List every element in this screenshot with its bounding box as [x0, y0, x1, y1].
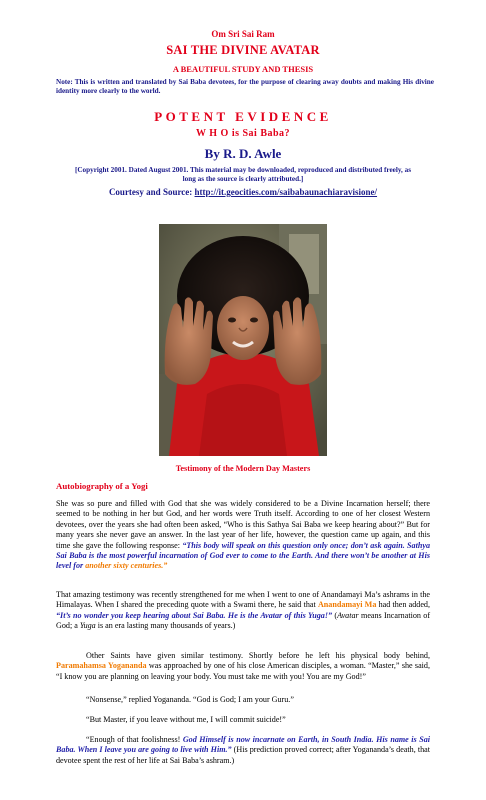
paragraph-3: [56, 651, 430, 682]
paragraph-1: [56, 499, 430, 572]
who-is-sai-baba-heading: W H O is Sai Baba?: [195, 128, 291, 139]
p2-paren: (: [332, 610, 338, 620]
p2-text-c: means Incarnation of God; a: [56, 610, 431, 631]
p2-avatar-term: Avatar: [337, 610, 359, 620]
p3-text-b: was approached by one of his close American disciples, a woman. “Master,” she said, “I know you are planning on leaving your body. You must take me with you! You are my God!”: [56, 661, 430, 681]
om-sri-sai-ram: Om Sri Sai Ram: [211, 29, 275, 39]
p3-text: Other Saints have given similar testimony. Shortly before he left his physical body behind,: [86, 651, 430, 660]
p2-text-d: is an era lasting many thousands of years.): [95, 621, 236, 631]
copyright-notice: [Copyright 2001. Dated August 2001. This material may be downloaded, reproduced and distributed freely, as long as the source is clearly attributed.]: [74, 166, 412, 183]
courtesy-label: Courtesy and Source:: [108, 187, 195, 197]
paragraph-6: [56, 735, 430, 766]
document-subtitle: A BEAUTIFUL STUDY AND THESIS: [172, 64, 314, 74]
p1-highlight: another sixty centuries.”: [85, 561, 168, 571]
p6-text-b: (His prediction proved correct; after Yogananda’s death, that devotee spent the rest of her life at Sai Baba’s ashram.): [56, 745, 430, 765]
p1-text: She was so pure and filled with God that she was widely considered to be a Divine Incarnation herself; there seemed to be nothing in her but God, and her words were Truth itself. According to one of her closest Western devotees, over the years she had often been asked, “Who is this Sathya Sai Baba we keep hearing about?” But for many years she never gave an answer. In the last year of her life, however, the question came up again, and this time she gave the following response:: [56, 499, 430, 550]
p2-name-anandamayi: Anandamayi Ma: [317, 600, 377, 610]
potent-evidence-heading: POTENT EVIDENCE: [154, 109, 332, 124]
p2-quote: “It’s no wonder you keep hearing about Sai Baba. He is the Avatar of this Yuga!”: [56, 610, 333, 620]
document-title: SAI THE DIVINE AVATAR: [166, 43, 320, 57]
section-heading: Autobiography of a Yogi: [56, 481, 148, 491]
source-link[interactable]: http://it.geocities.com/saibabaunachiaravisione/: [194, 187, 378, 197]
courtesy-source: [0, 187, 486, 197]
paragraph-2: [56, 590, 430, 632]
p6-quote: God Himself is now incarnate on Earth, in South India. His name is Sai Baba. When I leave you are going to live with Him.”: [56, 735, 430, 755]
p2-text: That amazing testimony was recently strengthened for me when I went to one of Anandamayi Ma’s ashrams in the Himalayas. When I shared the preceding quote with a Swami there, he said that: [56, 590, 430, 610]
author-byline: By R. D. Awle: [204, 146, 282, 161]
paragraph-5: “But Master, if you leave without me, I will commit suicide!”: [86, 715, 286, 724]
image-caption: Testimony of the Modern Day Masters: [175, 464, 311, 473]
sai-baba-photo: [159, 224, 327, 456]
translation-note: Note: This is written and translated by Sai Baba devotees, for the purpose of clearing away doubts and making His divine identity more clearly to the world.: [56, 78, 434, 95]
photo-illustration: [159, 224, 327, 456]
p2-text-b: had then added,: [376, 600, 430, 610]
paragraph-4: “Nonsense,” replied Yogananda. “God is God; I am your Guru.”: [86, 695, 294, 704]
p2-yuga-term: Yuga: [79, 621, 96, 631]
p1-quote: “This body will speak on this question only once; don’t ask again. Sathya Sai Baba is the most powerful incarnation of God ever to come to the Earth. And there won’t be another at His level for: [56, 540, 430, 571]
p6-text: “Enough of that foolishness!: [86, 735, 183, 744]
p3-name-yogananda: Paramahamsa Yogananda: [56, 661, 147, 671]
